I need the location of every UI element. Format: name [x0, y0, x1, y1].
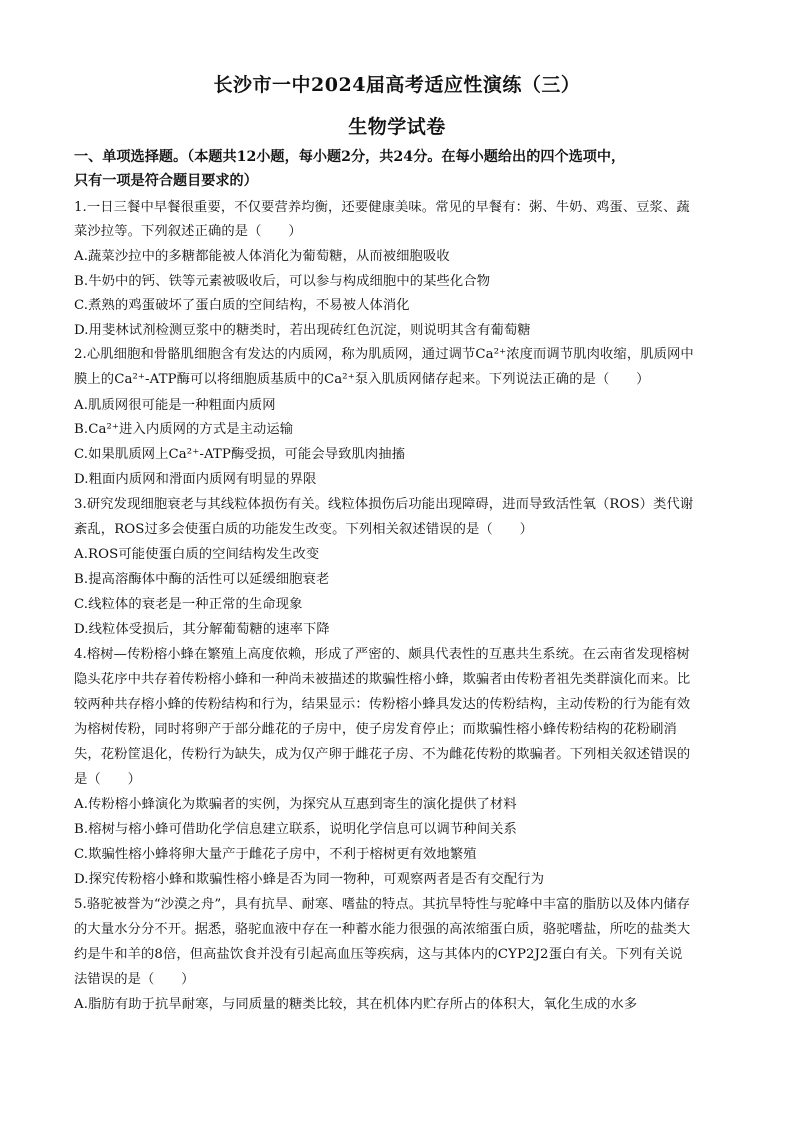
question-2-option-b: B.Ca²⁺进入内质网的方式是主动运输	[74, 422, 294, 437]
question-3-stem: 3.研究发现细胞衰老与其线粒体损伤有关。线粒体损伤后功能出现障碍，进而导致活性氧（ROS）类代谢	[74, 497, 694, 512]
section-heading-line: 只有一项是符合题目要求的）	[74, 173, 258, 189]
question-4-option-a: A.传粉榕小蜂演化为欺骗者的实例，为探究从互惠到寄生的演化提供了材料	[74, 797, 517, 812]
question-1-stem: 1.一日三餐中早餐很重要，不仅要营养均衡，还要健康美味。常见的早餐有：粥、牛奶、鸡蛋、豆浆、蔬	[74, 200, 690, 215]
question-5-stem: 的大量水分分不开。据悉，骆驼血液中存在一种蓄水能力很强的高浓缩蛋白质，骆驼嗜盐，所吃的盐类大	[74, 922, 691, 937]
question-1-option-d: D.用斐林试剂检测豆浆中的糖类时，若出现砖红色沉淀，则说明其含有葡萄糖	[74, 323, 531, 338]
question-2-option-a: A.肌质网很可能是一种粗面内质网	[74, 398, 276, 413]
question-4-stem: 为榕树传粉，同时将卵产于部分雌花的子房中，使子房发育停止；而欺骗性榕小蜂传粉结构的花粉刷消	[74, 722, 677, 737]
question-3-option-b: B.提高溶酶体中酶的活性可以延缓细胞衰老	[74, 572, 330, 587]
question-4-stem: 是（ ）	[74, 772, 141, 787]
question-3-option-d: D.线粒体受损后，其分解葡萄糖的速率下降	[74, 622, 330, 637]
question-2-stem: 膜上的Ca²⁺-ATP酶可以将细胞质基质中的Ca²⁺泵入肌质网储存起来。下列说法正确的是（ ）	[74, 372, 650, 387]
question-3-stem: 紊乱，ROS过多会使蛋白质的功能发生改变。下列相关叙述错误的是（ ）	[74, 522, 534, 537]
question-5-stem: 约是牛和羊的8倍，但高盐饮食并没有引起高血压等疾病，这与其体内的CYP2J2蛋白有关。下列有关说	[74, 947, 683, 962]
question-1-option-b: B.牛奶中的钙、铁等元素被吸收后，可以参与构成细胞中的某些化合物	[74, 274, 491, 289]
question-1-option-c: C.煮熟的鸡蛋破坏了蛋白质的空间结构，不易被人体消化	[74, 298, 410, 313]
question-5-stem: 5.骆驼被誉为“沙漠之舟”，具有抗旱、耐寒、嗜盐的特点。其抗旱特性与驼峰中丰富的脂肪以及体内储存	[74, 897, 691, 912]
question-1-stem: 菜沙拉等。下列叙述正确的是（ ）	[74, 224, 302, 239]
question-3-option-a: A.ROS可能使蛋白质的空间结构发生改变	[74, 547, 320, 562]
page-title: 长沙市一中2024届高考适应性演练（三）	[213, 74, 581, 96]
question-4-stem: 隐头花序中共存着传粉榕小蜂和一种尚未被描述的欺骗性榕小蜂，欺骗者由传粉者祖先类群演化而来。比	[74, 672, 691, 687]
question-4-option-b: B.榕树与榕小蜂可借助化学信息建立联系，说明化学信息可以调节种间关系	[74, 822, 517, 837]
question-4-stem: 失，花粉筐退化，传粉行为缺失，成为仅产卵于雌花子房、不为雌花传粉的欺骗者。下列相关叙述错误的	[74, 747, 691, 762]
question-2-option-d: D.粗面内质网和滑面内质网有明显的界限	[74, 472, 317, 487]
question-5-option-a: A.脂肪有助于抗旱耐寒，与同质量的糖类比较，其在机体内贮存所占的体积大，氧化生成的水多	[74, 997, 638, 1012]
page-subtitle: 生物学试卷	[348, 116, 446, 138]
question-2-option-c: C.如果肌质网上Ca²⁺-ATP酶受损，可能会导致肌肉抽搐	[74, 447, 406, 462]
question-4-stem: 4.榕树—传粉榕小蜂在繁殖上高度依赖，形成了严密的、颇具代表性的互惠共生系统。在云南省发现榕树	[74, 647, 690, 662]
question-4-option-d: D.探究传粉榕小蜂和欺骗性榕小蜂是否为同一物种，可观察两者是否有交配行为	[74, 872, 545, 887]
question-4-option-c: C.欺骗性榕小蜂将卵大量产于雌花子房中，不利于榕树更有效地繁殖	[74, 847, 477, 862]
question-3-option-c: C.线粒体的衰老是一种正常的生命现象	[74, 597, 303, 612]
question-5-stem: 法错误的是（ ）	[74, 972, 195, 987]
section-heading-line: 一、单项选择题。（本题共12小题，每小题2分，共24分。在每小题给出的四个选项中，	[74, 149, 626, 165]
question-2-stem: 2.心肌细胞和骨骼肌细胞含有发达的内质网，称为肌质网，通过调节Ca²⁺浓度而调节肌肉收缩，肌质网中	[74, 347, 694, 362]
section-heading	[74, 145, 724, 193]
question-1-option-a: A.蔬菜沙拉中的多糖都能被人体消化为葡萄糖，从而被细胞吸收	[74, 249, 450, 264]
question-4-stem: 较两种共存榕小蜂的传粉结构和行为，结果显示：传粉榕小蜂具发达的传粉结构，主动传粉的行为能有效	[74, 697, 691, 712]
